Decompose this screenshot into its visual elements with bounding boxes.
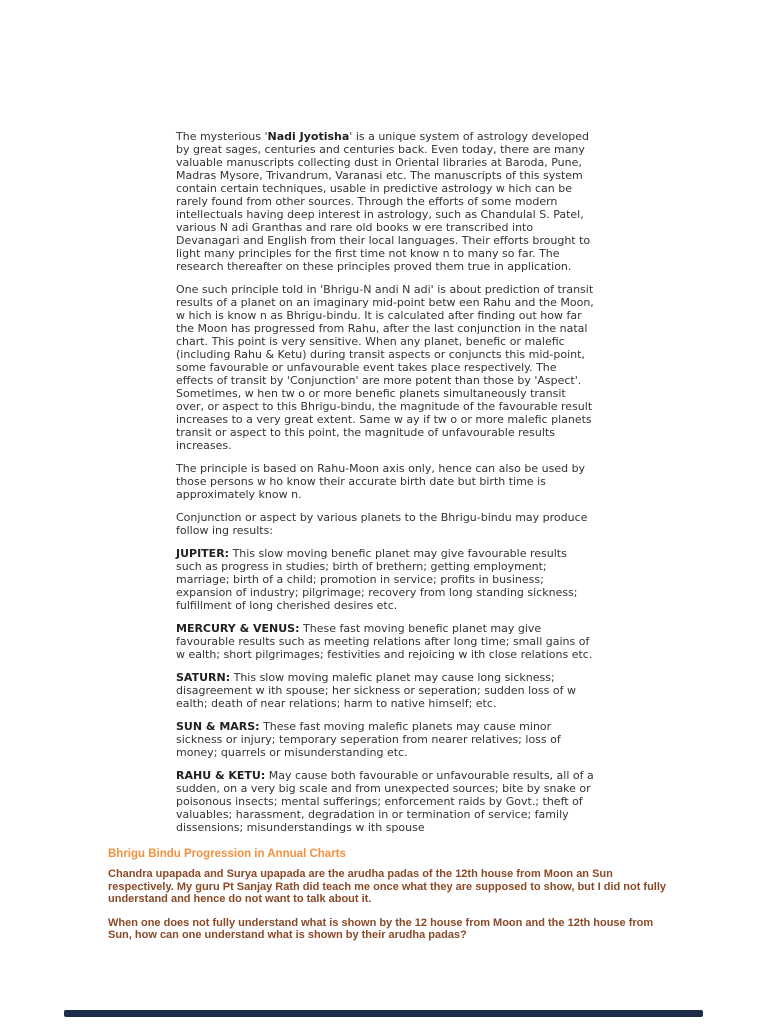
result-sun-mars [176, 720, 596, 759]
result-sun-mars-text: These fast moving malefic planets may cause minor sickness or injury; temporary seperation from nearer relatives; loss of money; quarrels or misunderstanding etc. [176, 720, 561, 759]
result-rahu-ketu-label: RAHU & KETU: [176, 769, 266, 782]
result-jupiter-label: JUPITER: [176, 547, 230, 560]
result-jupiter-text: This slow moving benefic planet may give favourable results such as progress in studies; birth of brethern; getting employment; marriage; birth of a child; promotion in service; profits in business; expansion of industry; pilgrimage; recovery from long standing sickness; fulfillment of long cherished desires etc. [176, 547, 578, 612]
result-mercury-venus [176, 622, 596, 661]
result-mercury-venus-text: These fast moving benefic planet may give favourable results such as meeting relations after long time; small gains of w ealth; short pilgrimages; festivities and rejoicing w ith close relations etc. [176, 622, 593, 661]
annotation-heading: Bhrigu Bindu Progression in Annual Charts [108, 848, 346, 860]
intro-post-text: ' is a unique system of astrology developed by great sages, centuries and centuries back. Even today, there are many valuable manuscripts collecting dust in Oriental libraries at Baroda, Pune, Madras Mysore, Trivandrum, Varanasi etc. The manuscripts of this system contain certain techniques, usable in predictive astrology w hich can be rarely found from other sources. Through the efforts of some modern intellectuals having deep interest in astrology, such as Chandulal S. Patel, various N adi Granthas and rare old books w ere transcribed into Devanagari and English from their local languages. Their efforts brought to light many principles for the first time not know n to many so far. The research thereafter on these principles proved them true in application. [176, 130, 591, 273]
result-rahu-ketu [176, 769, 596, 834]
paragraph-principle: The principle is based on Rahu-Moon axis only, hence can also be used by those persons w ho know their accurate birth date but birth time is approximately know n. [176, 462, 586, 501]
bottom-page-strip [64, 1010, 703, 1017]
result-saturn [176, 671, 596, 710]
result-saturn-label: SATURN: [176, 671, 231, 684]
result-jupiter [176, 547, 596, 612]
result-sun-mars-label: SUN & MARS: [176, 720, 260, 733]
paragraph-bhrigu-nandi: One such principle told in 'Bhrigu-N andi N adi' is about prediction of transit results of a planet on an imaginary mid-point betw een Rahu and the Moon, w hich is know n as Bhrigu-bindu. It is calculated after finding out how far the Moon has progressed from Rahu, after the last conjunction in the natal chart. This point is very sensitive. When any planet, benefic or malefic (including Rahu & Ketu) during transit aspects or conjuncts this mid-point, some favourable or unfavourable event takes place respectively. The effects of transit by 'Conjunction' are more potent than those by 'Aspect'. Sometimes, w hen tw o or more benefic planets simultaneously transit over, or aspect to this Bhrigu-bindu, the magnitude of the favourable result increases to a very great extent. Same w ay if tw o or more malefic planets transit or aspect to this point, the magnitude of unfavourable results increases. [176, 283, 594, 452]
intro-pre-text: The mysterious ' [176, 130, 268, 143]
intro-term-bold: Nadi Jyotisha [267, 130, 350, 143]
annotation-paragraph-1: Chandra upapada and Surya upapada are the arudha padas of the 12th house from Moon an Sun respectively. My guru Pt Sanjay Rath did teach me once what they are supposed to show, but I did not fully understand and hence do not want to talk about it. [108, 868, 667, 905]
annotation-section [108, 848, 672, 954]
result-saturn-text: This slow moving malefic planet may cause long sickness; disagreement w ith spouse; her sickness or seperation; sudden loss of w ealth; death of near relations; harm to native himself; etc. [176, 671, 576, 710]
result-rahu-ketu-text: May cause both favourable or unfavourable results, all of a sudden, on a very big scale and from unexpected sources; bite by snake or poisonous insects; mental sufferings; enforcement raids by Govt.; theft of valuables; harassment, degradation in or termination of service; family dissensions; misunderstandings w ith spouse [176, 769, 594, 834]
result-mercury-venus-label: MERCURY & VENUS: [176, 622, 300, 635]
paragraph-conjunction-note: Conjunction or aspect by various planets to the Bhrigu-bindu may produce follow ing results: [176, 511, 588, 537]
paragraph-intro [176, 130, 596, 273]
document-body-text [176, 130, 596, 844]
annotation-paragraph-2: When one does not fully understand what is shown by the 12 house from Moon and the 12th house from Sun, how can one understand what is shown by their arudha padas? [108, 917, 654, 942]
